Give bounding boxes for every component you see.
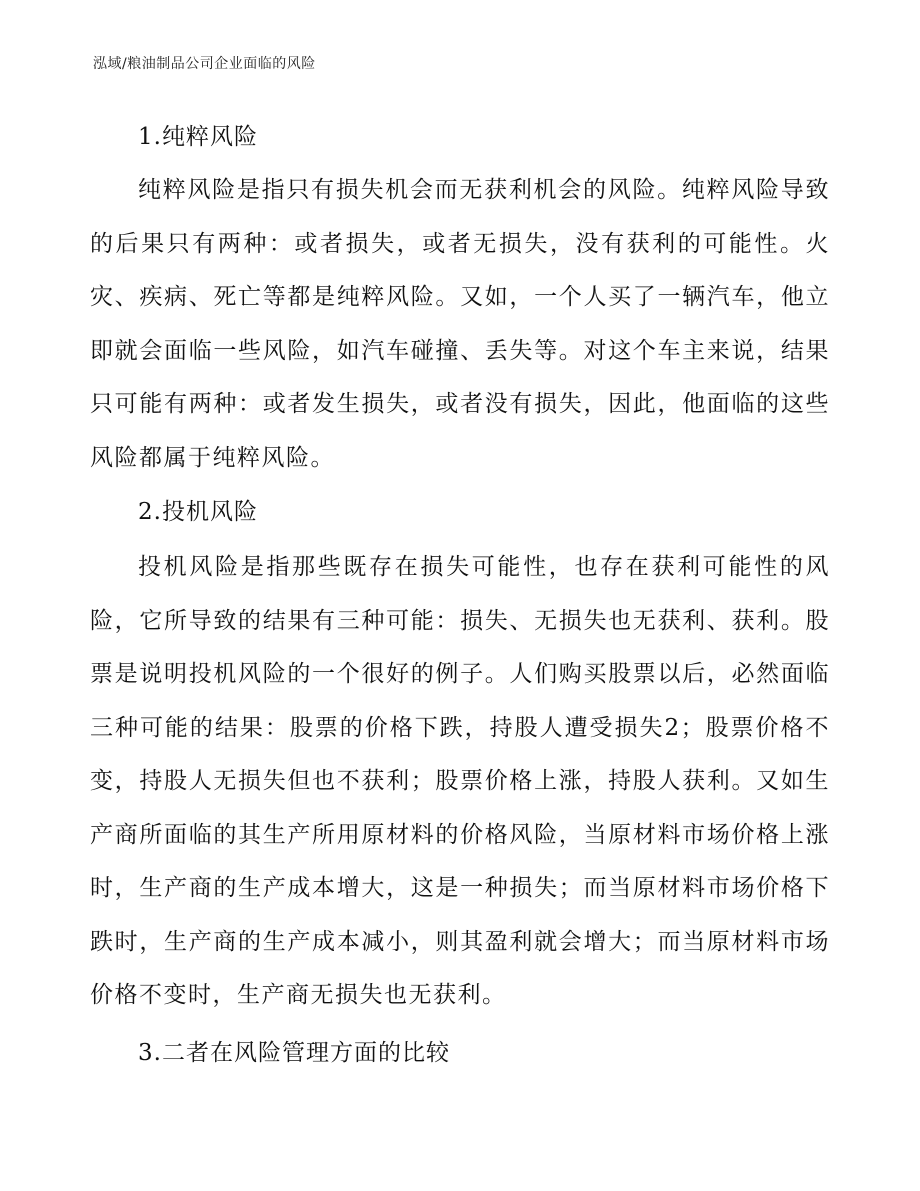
section-paragraph-pure-risk: 纯粹风险是指只有损失机会而无获利机会的风险。纯粹风险导致的后果只有两种：或者损失，或者无损失，没有获利的可能性。火灾、疾病、死亡等都是纯粹风险。又如，一个人买了一辆汽车，他立即就会面临一些风险，如汽车碰撞、丢失等。对这个车主来说，结果只可能有两种：或者发生损失，或者没有损失，因此，他面临的这些风险都属于纯粹风险。 <box>90 177 830 471</box>
section-heading-pure-risk: 1.纯粹风险 <box>138 124 258 150</box>
section-paragraph-speculative-risk: 投机风险是指那些既存在损失可能性，也存在获利可能性的风险，它所导致的结果有三种可能：损失、无损失也无获利、获利。股票是说明投机风险的一个很好的例子。人们购买股票以后，必然面临三种可能的结果：股票的价格下跌，持股人遭受损失2；股票价格不变，持股人无损失但也不获利；股票价格上涨，持股人获利。又如生产商所面临的其生产所用原材料的价格风险，当原材料市场价格上涨时，生产商的生产成本增大，这是一种损失；而当原材料市场价格下跌时，生产商的生产成本减小，则其盈利就会增大；而当原材料市场价格不变时，生产商无损失也无获利。 <box>90 554 830 1008</box>
section-heading-speculative-risk: 2.投机风险 <box>138 499 258 525</box>
section-heading-comparison: 3.二者在风险管理方面的比较 <box>138 1039 450 1066</box>
running-header: 泓域/粮油制品公司企业面临的风险 <box>93 56 316 72</box>
document-body <box>90 112 830 1078</box>
